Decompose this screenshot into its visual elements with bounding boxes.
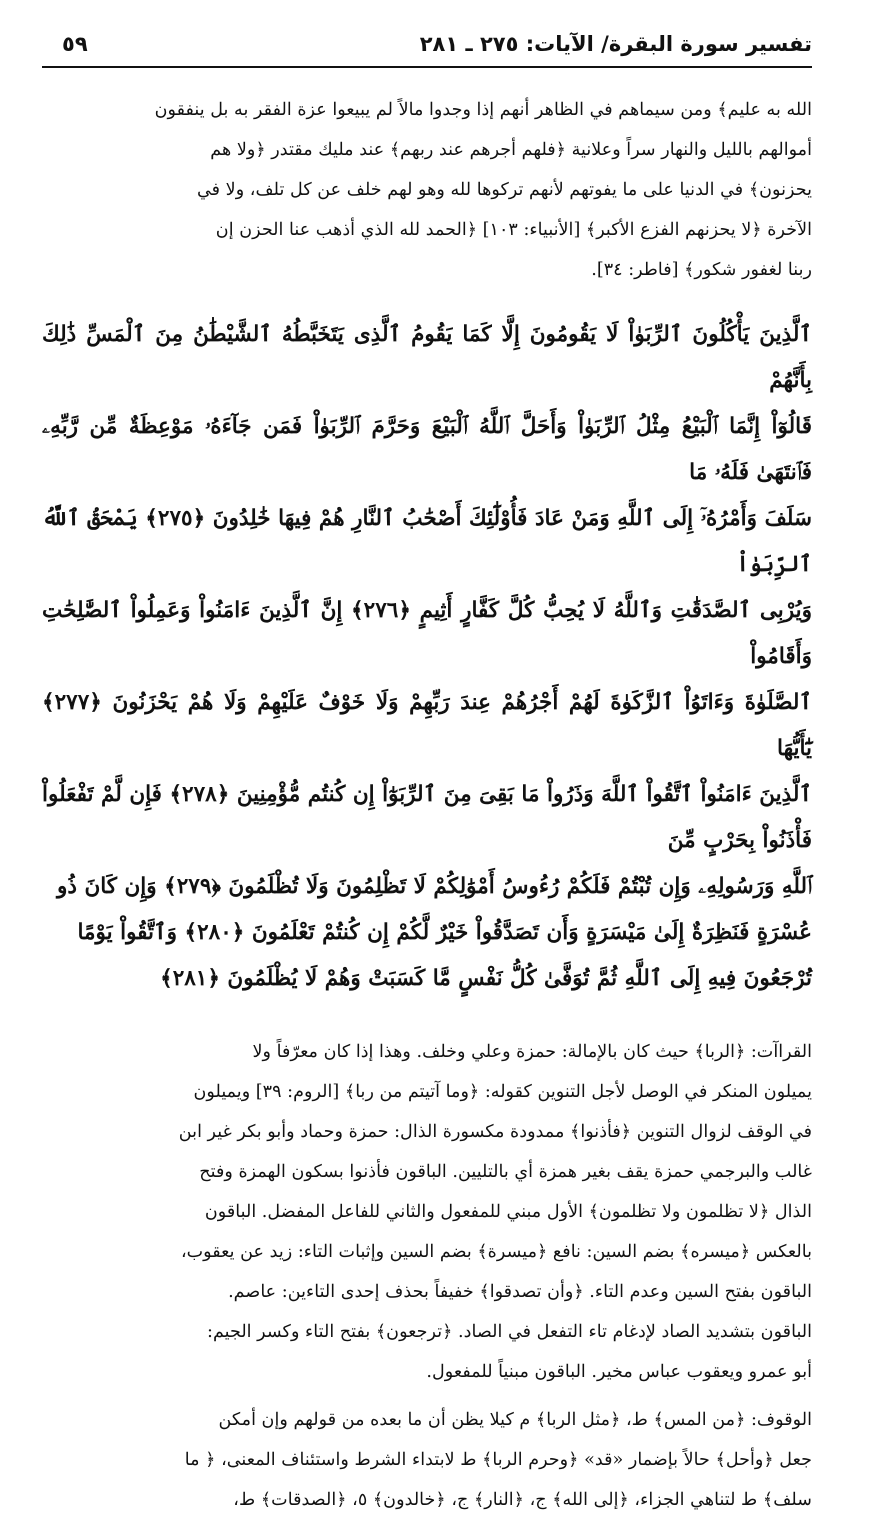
- running-title: تفسير سورة البقرة/ الآيات: ٢٧٥ ـ ٢٨١: [419, 32, 812, 56]
- book-page: [42, 28, 812, 1520]
- wuquf-paragraph: الوقوف: ﴿من المس﴾ ط، ﴿مثل الربا﴾ م كيلا يظن أن ما بعده من قولهم وإن أمكن جعل ﴿وأحل﴾ حالاً بإضمار «قد» ﴿وحرم الربا﴾ ط لابتداء الشرط واستئناف المعنى، ﴿ ما سلف﴾ ط لتناهي الجزاء، ﴿إلى الله﴾ ج، ﴿النار﴾ ج، ﴿خالدون﴾ ٥، ﴿الصدقات﴾ ط،: [184, 1410, 812, 1510]
- quran-verses-block: ٱلَّذِينَ يَأْكُلُونَ ٱلرِّبَوٰاْ لَا يَقُومُونَ إِلَّا كَمَا يَقُومُ ٱلَّذِى يَتَخَبَّطُهُ ٱلشَّيْطَٰنُ مِنَ ٱلْمَسِّ ذَٰلِكَ بِأَنَّهُمْ قَالُوٓاْ إِنَّمَا ٱلْبَيْعُ مِثْلُ ٱلرِّبَوٰاْ وَأَحَلَّ ٱللَّهُ ٱلْبَيْعَ وَحَرَّمَ ٱلرِّبَوٰاْ فَمَن جَآءَهُۥ مَوْعِظَةٌ مِّن رَّبِّهِۦ فَٱنتَهَىٰ فَلَهُۥ مَا سَلَفَ وَأَمْرُهُۥٓ إِلَى ٱللَّهِ وَمَنْ عَادَ فَأُوْلَٰٓئِكَ أَصْحَٰبُ ٱلنَّارِ هُمْ فِيهَا خَٰلِدُونَ ﴿٢٧٥﴾ يَمْحَقُ ٱللَّهُ ٱلرِّبَوٰاْ وَيُرْبِى ٱلصَّدَقَٰتِ وَٱللَّهُ لَا يُحِبُّ كُلَّ كَفَّارٍ أَثِيمٍ ﴿٢٧٦﴾ إِنَّ ٱلَّذِينَ ءَامَنُواْ وَعَمِلُواْ ٱلصَّٰلِحَٰتِ وَأَقَامُواْ ٱلصَّلَوٰةَ وَءَاتَوُاْ ٱلزَّكَوٰةَ لَهُمْ أَجْرُهُمْ عِندَ رَبِّهِمْ وَلَا خَوْفٌ عَلَيْهِمْ وَلَا هُمْ يَحْزَنُونَ ﴿٢٧٧﴾ يَٰٓأَيُّهَا ٱلَّذِينَ ءَامَنُواْ ٱتَّقُواْ ٱللَّهَ وَذَرُواْ مَا بَقِىَ مِنَ ٱلرِّبَوٰٓاْ إِن كُنتُم مُّؤْمِنِينَ ﴿٢٧٨﴾ فَإِن لَّمْ تَفْعَلُواْ فَأْذَنُواْ بِحَرْبٍ مِّنَ ٱللَّهِ وَرَسُولِهِۦ وَإِن تُبْتُمْ فَلَكُمْ رُءُوسُ أَمْوَٰلِكُمْ لَا تَظْلِمُونَ وَلَا تُظْلَمُونَ ﴿٢٧٩﴾ وَإِن كَانَ ذُو عُسْرَةٍ فَنَظِرَةٌ إِلَىٰ مَيْسَرَةٍ وَأَن تَصَدَّقُواْ خَيْرٌ لَّكُمْ إِن كُنتُمْ تَعْلَمُونَ ﴿٢٨٠﴾ وَٱتَّقُواْ يَوْمًا تُرْجَعُونَ فِيهِ إِلَى ٱللَّهِ ثُمَّ تُوَفَّىٰ كُلُّ نَفْسٍ مَّا كَسَبَتْ وَهُمْ لَا يُظْلَمُونَ ﴿٢٨١﴾: [42, 322, 812, 991]
- commentary-paragraph: الله به عليم﴾ ومن سيماهم في الظاهر أنهم إذا وجدوا مالاً لم يبيعوا عزة الفقر به بل ينفقون أموالهم بالليل والنهار سراً وعلانية ﴿فلهم أجرهم عند ربهم﴾ عند مليك مقتدر ﴿ولا هم يحزنون﴾ في الدنيا على ما يفوتهم لأنهم تركوها لله وهو لهم خلف عن كل تلف، ولا في الآخرة ﴿لا يحزنهم الفزع الأكبر﴾ [الأنبياء: ١٠٣] ﴿الحمد لله الذي أذهب عنا الحزن إن ربنا لغفور شكور﴾ [فاطر: ٣٤].: [154, 100, 812, 280]
- qiraat-paragraph: القراآت: ﴿الربا﴾ حيث كان بالإمالة: حمزة وعلي وخلف. وهذا إذا كان معرّفاً ولا يميلون المنكر في الوصل لأجل التنوين كقوله: ﴿وما آتيتم من ربا﴾ [الروم: ٣٩] ويميلون في الوقف لزوال التنوين ﴿فأذنوا﴾ ممدودة مكسورة الذال: حمزة وحماد وأبو بكر غير ابن غالب والبرجمي حمزة يقف بغير همزة أي بالتليين. الباقون فأذنوا بسكون الهمزة وفتح الذال ﴿لا تظلمون ولا تظلمون﴾ الأول مبني للمفعول والثاني للفاعل المفضل. الباقون بالعكس ﴿ميسره﴾ بضم السين: نافع ﴿ميسرة﴾ بضم السين وإثبات التاء: زيد عن يعقوب، الباقون بفتح السين وعدم التاء. ﴿وأن تصدقوا﴾ خفيفاً بحذف إحدى التاءين: عاصم. الباقون بتشديد الصاد لإدغام تاء التفعل في الصاد. ﴿ترجعون﴾ بفتح التاء وكسر الجيم: أبو عمرو ويعقوب عباس مخير. الباقون مبنياً للمفعول.: [178, 1042, 812, 1382]
- page-number: ٥٩: [62, 32, 88, 56]
- page-header: [42, 28, 812, 68]
